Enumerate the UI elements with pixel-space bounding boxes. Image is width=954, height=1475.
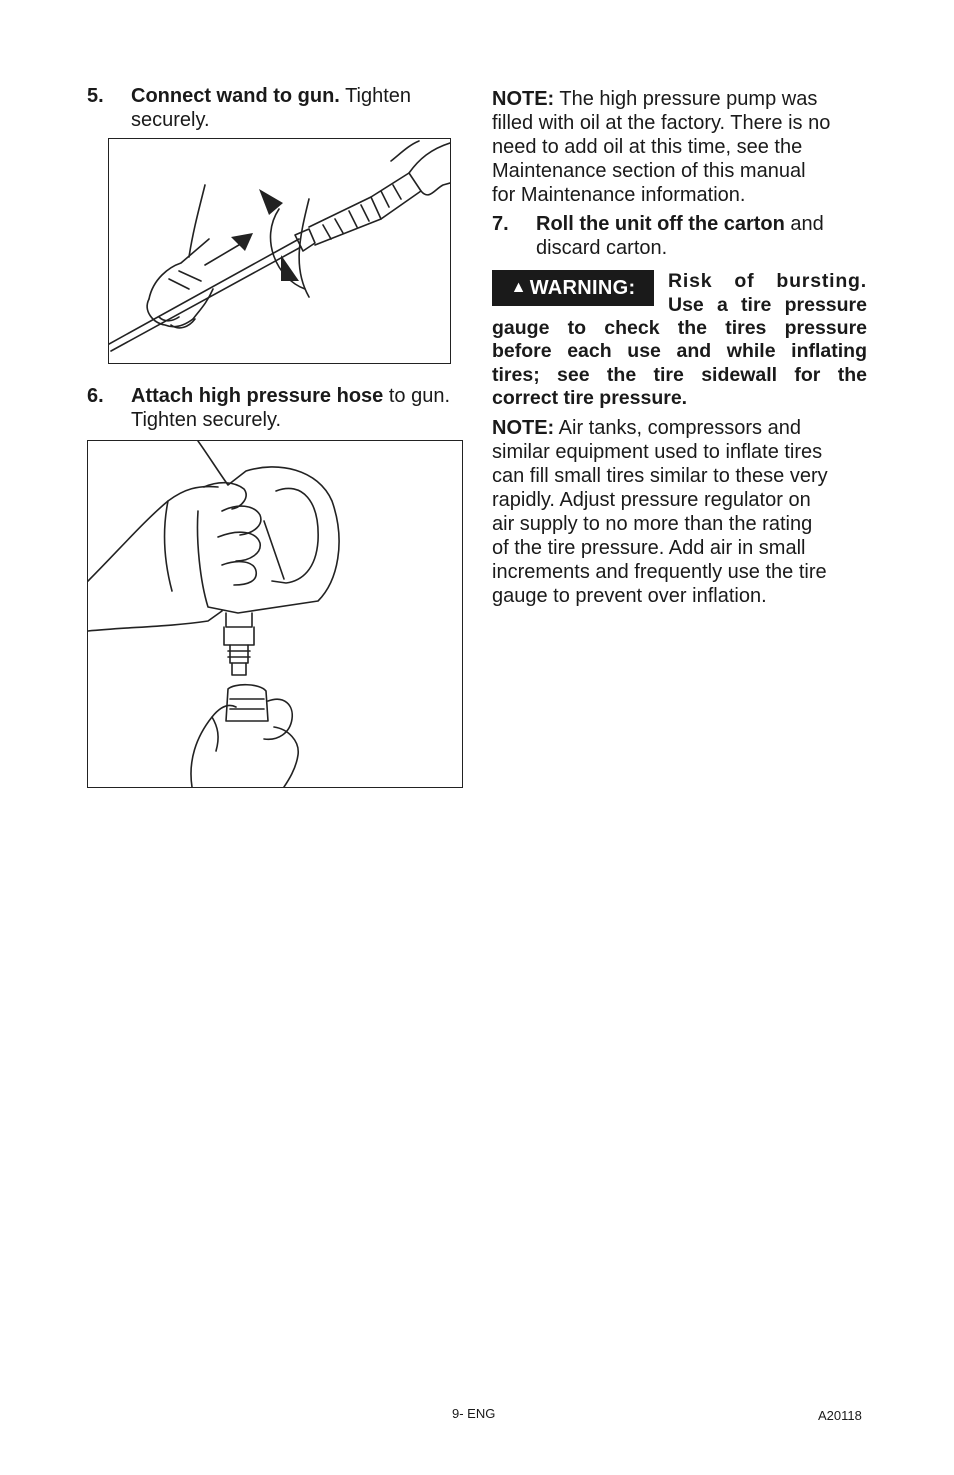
warning-line: before each use and while inflating	[492, 340, 867, 362]
step-bold: Roll the unit off the carton	[536, 213, 785, 235]
note-label: NOTE:	[492, 88, 555, 110]
note-line: increments and frequently use the tire	[492, 561, 827, 583]
figure-connect-wand	[108, 138, 451, 364]
note-line: air supply to no more than the rating	[492, 513, 813, 535]
note-2	[492, 416, 872, 608]
warning-line: gauge to check the tires pressure	[492, 317, 867, 339]
figure-attach-hose	[87, 440, 463, 788]
note-line: Air tanks, compressors and	[554, 417, 801, 439]
step-number: 7.	[492, 213, 509, 235]
note-line: The high pressure pump was	[554, 88, 818, 110]
document-code: A20118	[818, 1408, 862, 1423]
note-line: of the tire pressure. Add air in small	[492, 537, 806, 559]
note-1	[492, 87, 872, 207]
hose-illustration	[88, 441, 462, 787]
step-rest: and	[784, 213, 824, 235]
step-text	[131, 384, 451, 432]
note-line: gauge to prevent over inflation.	[492, 585, 767, 607]
step-rest: Tighten securely.	[131, 85, 412, 131]
note-line: rapidly. Adjust pressure regulator on	[492, 489, 811, 511]
warning-line: Use a tire pressure	[668, 294, 867, 316]
note-line: similar equipment used to inflate tires	[492, 441, 823, 463]
page-number: 9- ENG	[452, 1406, 496, 1421]
note-line: can fill small tires similar to these very	[492, 465, 828, 487]
step-text	[536, 212, 872, 260]
step-bold: Connect wand to gun.	[131, 85, 340, 107]
step-bold: Attach high pressure hose	[131, 385, 384, 407]
step-rest: discard carton.	[536, 237, 668, 259]
warning-badge	[492, 270, 654, 306]
warning-triangle-icon: ▲	[510, 279, 527, 296]
note-line: filled with oil at the factory. There is no	[492, 112, 831, 134]
warning-line: tires; see the tire sidewall for the	[492, 364, 867, 386]
note-line: Maintenance section of this manual	[492, 160, 806, 182]
step-number: 5.	[87, 85, 104, 107]
note-line: need to add oil at this time, see the	[492, 136, 803, 158]
wand-illustration	[109, 139, 450, 363]
step-number: 6.	[87, 385, 104, 407]
warning-line: Risk of bursting.	[668, 270, 867, 292]
warning-label: WARNING:	[529, 276, 636, 299]
step-rest: to gun. Tighten securely.	[131, 385, 450, 431]
note-label: NOTE:	[492, 417, 555, 439]
warning-line: correct tire pressure.	[492, 387, 688, 409]
note-line: for Maintenance information.	[492, 184, 746, 206]
step-text	[131, 84, 451, 132]
